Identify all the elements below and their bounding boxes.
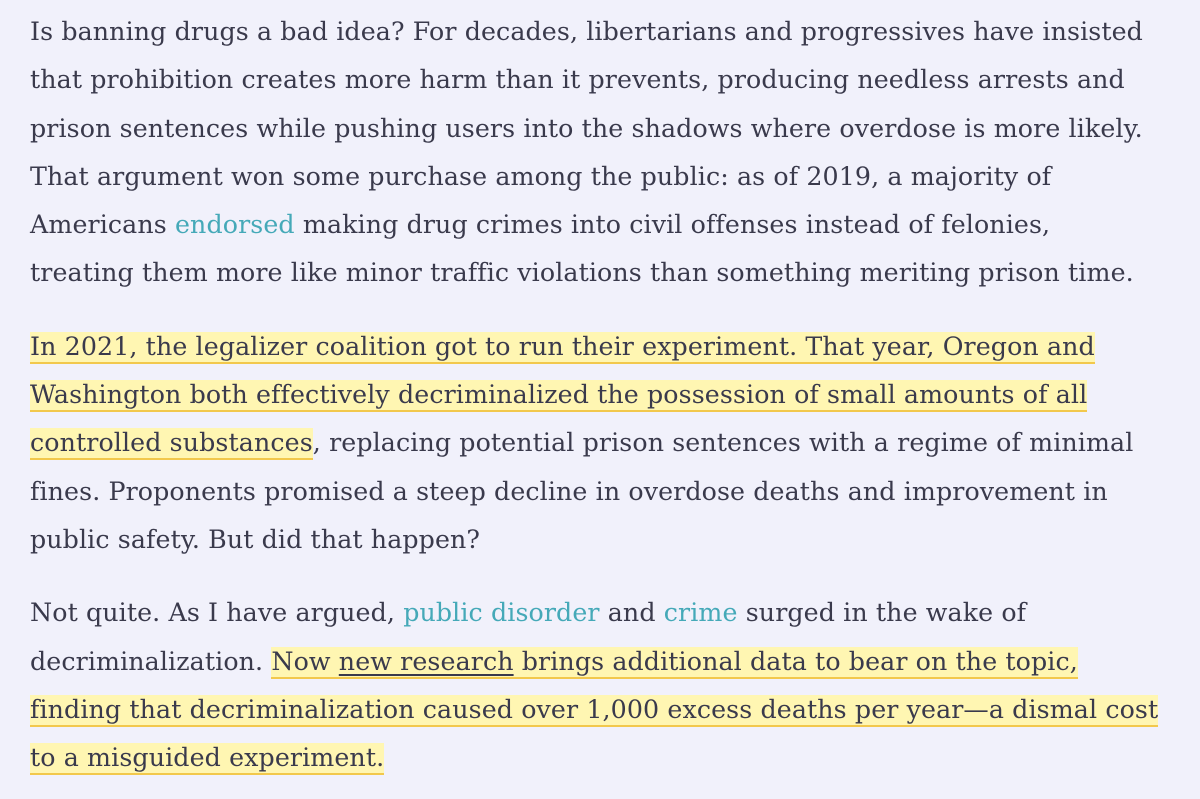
text-line [30, 323, 1170, 371]
text-line [30, 638, 1170, 686]
new-research-link[interactable]: new research [338, 646, 514, 676]
highlighted-text: finding that decriminalization caused over 1,000 excess deaths per year—a dismal cost [30, 695, 1158, 727]
highlighted-text: In 2021, the legalizer coalition got to run their experiment. That year, Oregon and [30, 332, 1095, 364]
text-line: treating them more like minor traffic violations than something meriting prison time. [30, 258, 1134, 288]
text-segment: decriminalization. [30, 646, 272, 676]
text-line [30, 201, 1170, 249]
text-segment: making drug crimes into civil offenses instead of felonies, [294, 210, 1051, 240]
text-segment: Not quite. As I have argued, [30, 598, 404, 628]
text-segment: and [599, 598, 664, 628]
text-line [30, 734, 1170, 782]
highlighted-text: controlled substances [30, 428, 313, 460]
text-line [30, 419, 1170, 467]
crime-link[interactable]: crime [663, 598, 738, 628]
text-line [30, 371, 1170, 419]
text-line: Is banning drugs a bad idea? For decades, libertarians and progressives have insisted [30, 17, 1143, 46]
text-line [30, 589, 1170, 637]
highlighted-text: to a misguided experiment. [30, 743, 384, 775]
text-segment: brings additional data to bear on the topic, [513, 646, 1078, 676]
text-segment: surged in the wake of [737, 598, 1027, 628]
text-segment: Americans [30, 210, 175, 240]
public-disorder-link[interactable]: public disorder [403, 598, 600, 628]
paragraph-intro [30, 8, 1170, 298]
text-line: prison sentences while pushing users into the shadows where overdose is more likely. [30, 113, 1143, 143]
text-segment: , replacing potential prison sentences with a regime of minimal [312, 428, 1134, 458]
text-line: public safety. But did that happen? [30, 524, 481, 554]
text-line: fines. Proponents promised a steep decline in overdose deaths and improvement in [30, 476, 1108, 506]
text-line: That argument won some purchase among the public: as of 2019, a majority of [30, 161, 1052, 191]
endorsed-link[interactable]: endorsed [174, 210, 295, 240]
highlighted-text: Washington both effectively decriminalized the possession of small amounts of all [30, 380, 1087, 412]
highlighted-text [271, 647, 1078, 679]
text-line [30, 686, 1170, 734]
paragraph-experiment [30, 323, 1170, 564]
paragraph-conclusion [30, 589, 1170, 782]
text-line: that prohibition creates more harm than it prevents, producing needless arrests and [30, 65, 1125, 95]
text-segment: Now [271, 646, 339, 676]
